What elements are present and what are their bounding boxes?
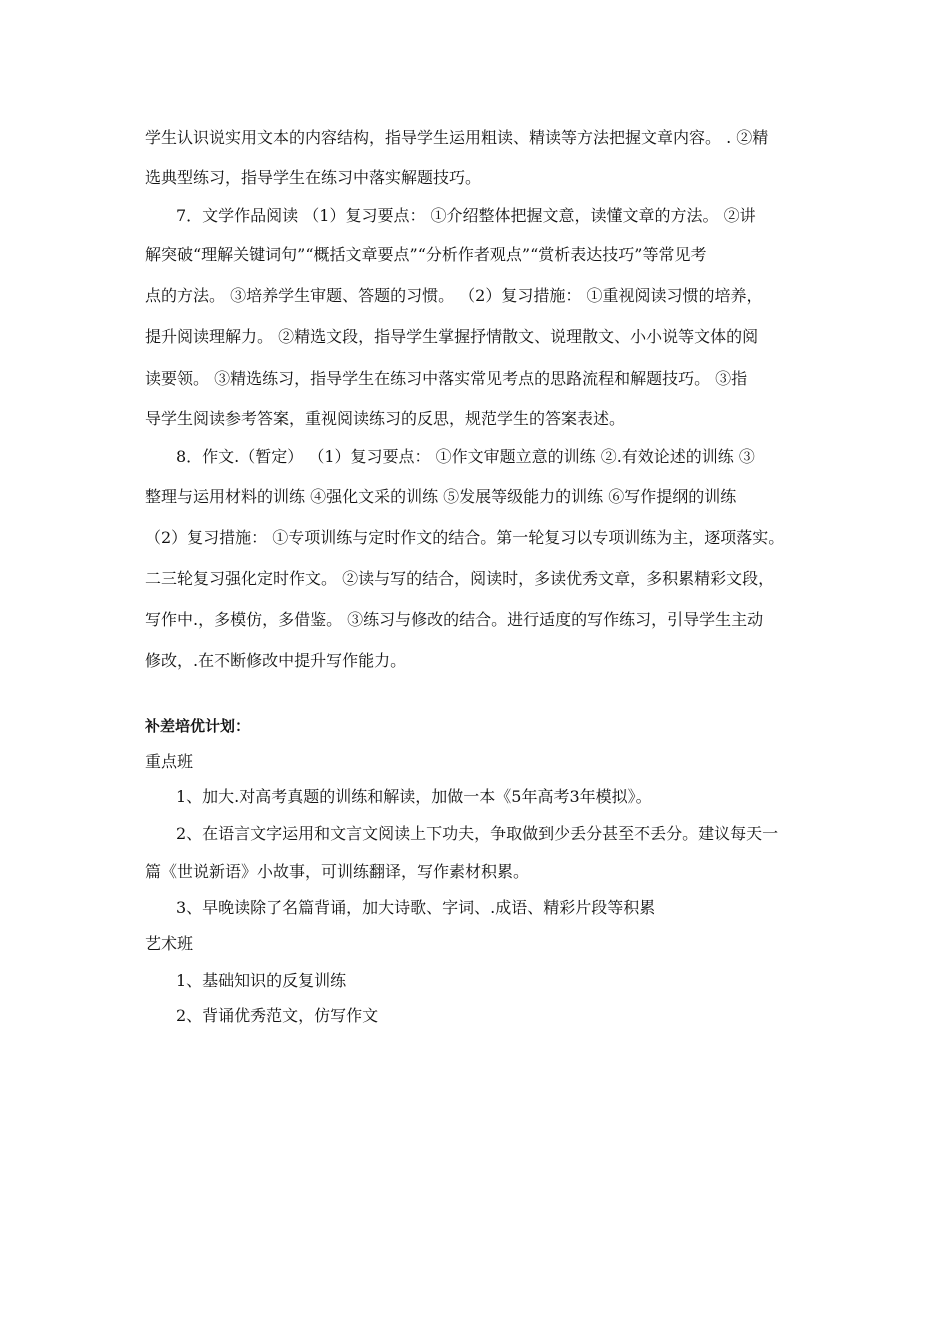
body-line-14: 修改，.在不断修改中提升写作能力。 <box>145 651 407 670</box>
class-art-label: 艺术班 <box>145 934 194 953</box>
body-line-5: 点的方法。 ③培养学生审题、答题的习惯。 （2）复习措施： ①重视阅读习惯的培养， <box>145 286 763 305</box>
key-item-1: 1、加大.对高考真题的训练和解读，加做一本《5年高考3年模拟》。 <box>176 787 652 806</box>
key-item-2: 2、在语言文字运用和文言文阅读上下功夫，争取做到少丢分甚至不丢分。建议每天一 <box>176 824 779 843</box>
key-item-2-cont: 篇《世说新语》小故事，可训练翻译，写作素材积累。 <box>145 862 530 881</box>
body-line-4: 解突破“理解关键词句”“概括文章要点”“分析作者观点”“赏析表达技巧”等常见考 <box>145 245 707 264</box>
body-line-12: 二三轮复习强化定时作文。 ②读与写的结合，阅读时，多读优秀文章，多积累精彩文段， <box>145 569 775 588</box>
body-line-1: 学生认识说实用文本的内容结构，指导学生运用粗读、精读等方法把握文章内容。 . ②精 <box>145 128 769 147</box>
body-line-10: 整理与运用材料的训练 ④强化文采的训练 ⑤发展等级能力的训练 ⑥写作提纲的训练 <box>145 487 737 506</box>
body-line-2: 选典型练习，指导学生在练习中落实解题技巧。 <box>145 168 482 187</box>
body-line-11: （2）复习措施： ①专项训练与定时作文的结合。第一轮复习以专项训练为主，逐项落实。 <box>145 528 785 547</box>
body-line-6: 提升阅读理解力。 ②精选文段，指导学生掌握抒情散文、说理散文、小小说等文体的阅 <box>145 327 759 346</box>
body-line-7: 读要领。 ③精选练习，指导学生在练习中落实常见考点的思路流程和解题技巧。 ③指 <box>145 369 748 388</box>
art-item-2: 2、背诵优秀范文，仿写作文 <box>176 1006 379 1025</box>
key-item-3: 3、早晚读除了名篇背诵，加大诗歌、字词、.成语、精彩片段等积累 <box>176 898 656 917</box>
body-line-3: 7．文学作品阅读 （1）复习要点： ①介绍整体把握文意，读懂文章的方法。 ②讲 <box>176 206 756 225</box>
section-heading: 补差培优计划： <box>145 717 251 735</box>
body-line-8: 导学生阅读参考答案，重视阅读练习的反思，规范学生的答案表述。 <box>145 409 626 428</box>
class-key-label: 重点班 <box>145 752 194 771</box>
art-item-1: 1、基础知识的反复训练 <box>176 971 347 990</box>
body-line-9: 8．作文.（暂定） （1）复习要点： ①作文审题立意的训练 ②.有效论述的训练 ③ <box>176 447 755 466</box>
body-line-13: 写作中.，多模仿，多借鉴。 ③练习与修改的结合。进行适度的写作练习，引导学生主动 <box>145 610 764 629</box>
